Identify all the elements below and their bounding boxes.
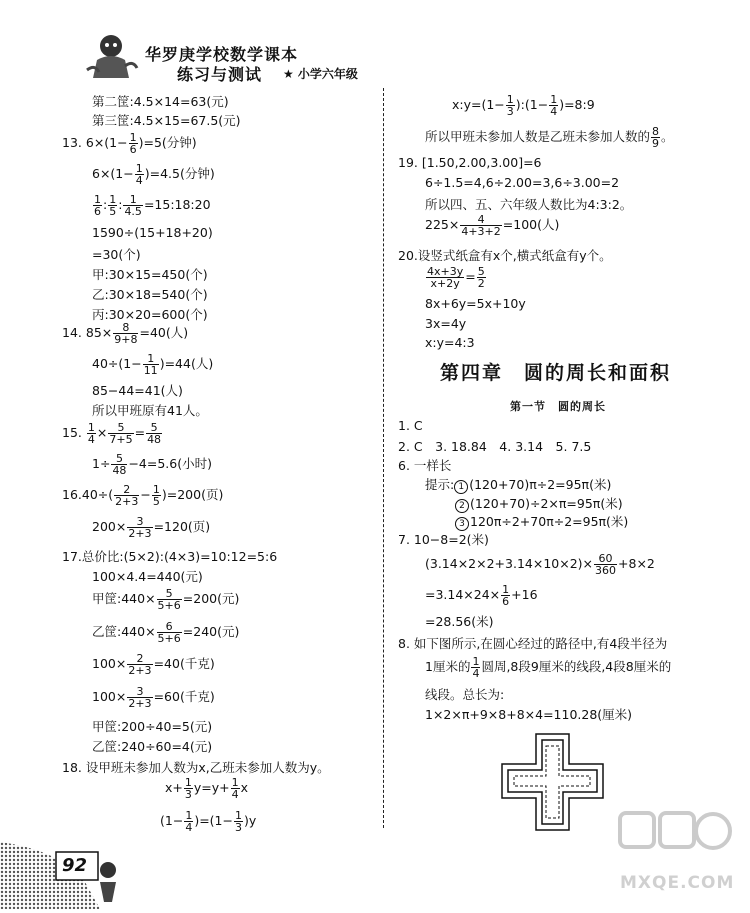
- answer-line: x:y=4:3: [425, 335, 475, 350]
- hint-line-2: 2 (120+70)÷2×π=95π(米): [455, 494, 623, 513]
- answer-line: 所以甲班原有41人。: [92, 403, 208, 418]
- mascot-logo-icon: [85, 30, 140, 80]
- circled-number: 3: [455, 517, 469, 531]
- answer-line: 所以四、五、六年级人数比为4:3:2。: [425, 197, 633, 212]
- page-number: 92: [62, 855, 88, 876]
- answer-line: 乙:30×18=540(个): [92, 287, 208, 302]
- book-subtitle: 练习与测试: [177, 65, 263, 84]
- answer-18-line-1: 18. 设甲班未参加人数为x,乙班未参加人数为y。: [62, 760, 330, 775]
- watermark: [615, 805, 735, 900]
- answer-19-line-1: 19. [1.50,2.00,3.00]=6: [398, 155, 542, 170]
- answer-20-line-2: $\frac{4x+3y}{x+2y}$ = $\frac{5}{2}$: [427, 265, 485, 290]
- answer-line: 第二筐:4.5×14=63(元): [92, 94, 229, 109]
- answer-line: 1. C: [398, 418, 423, 433]
- answer-8-line-2: 1厘米的 $\frac{1}{4}$ 圆周,8段9厘米的线段,4段8厘米的: [425, 655, 672, 680]
- answer-17-line-3: 甲筐:440× $\frac{5}{5+6}$ =200(元): [92, 587, 240, 612]
- watermark-logo-icon: [615, 805, 735, 875]
- book-title: 华罗庚学校数学课本: [145, 45, 299, 64]
- answer-17-line-4: 乙筐:440× $\frac{6}{5+6}$ =240(元): [92, 620, 240, 645]
- section-title: 第一节 圆的周长: [510, 400, 606, 413]
- answer-line: 6÷1.5=4,6÷2.00=3,6÷3.00=2: [425, 175, 620, 190]
- answer-16-line-2: 200× $\frac{3}{2+3}$ =120(页): [92, 515, 211, 540]
- answer-15-line-1: 15. $\frac{1}{4}$ × $\frac{5}{7+5}$ = $\frac{5}{48}$: [62, 421, 162, 446]
- watermark-text: MXQE.COM: [620, 873, 735, 893]
- answer-line: 甲:30×15=450(个): [92, 267, 208, 282]
- answer-7-line-3: =3.14×24× $\frac{1}{6}$ +16: [425, 583, 538, 608]
- column-divider: [383, 88, 384, 828]
- answer-line: 8x+6y=5x+10y: [425, 296, 526, 311]
- answer-line: 线段。总长为:: [425, 687, 505, 702]
- answer-7-line-2: (3.14×2×2+3.14×10×2)× $\frac{60}{360}$ +8×2: [425, 552, 655, 577]
- grade-label: ★ 小学六年级: [283, 67, 358, 81]
- answer-16-line-1: 16.40÷( $\frac{2}{2+3}$ − $\frac{1}{5}$ )=200(页): [62, 483, 224, 508]
- answer-line: 6. 一样长: [398, 458, 452, 473]
- answer-line: =28.56(米): [425, 614, 494, 629]
- answer-20-line-1: 20.设竖式纸盒有x个,横式纸盒有y个。: [398, 248, 612, 263]
- answer-line: 第三筐:4.5×15=67.5(元): [92, 113, 241, 128]
- answer-line: 85−44=41(人): [92, 383, 183, 398]
- hint-line-3: 3 120π÷2+70π÷2=95π(米): [455, 512, 628, 531]
- answer-19-line-4: 225× $\frac{4}{4+3+2}$ =100(人): [425, 213, 560, 238]
- cross-path-diagram: [500, 732, 605, 832]
- answer-17-line-5: 100× $\frac{2}{2+3}$ =40(千克): [92, 652, 215, 677]
- circled-number: 1: [454, 480, 468, 494]
- hint-line-1: 提示: 1 (120+70)π÷2=95π(米): [425, 477, 612, 492]
- answer-line: 1590÷(15+18+20): [92, 225, 213, 240]
- answer-13-line-1: 13. 6×(1− $\frac{1}{6}$ )=5(分钟): [62, 131, 197, 156]
- chapter-title: 第四章 圆的周长和面积: [440, 362, 672, 384]
- answer-line: 8. 如下图所示,在圆心经过的路径中,有4段半径为: [398, 636, 668, 651]
- answer-18-line-4: x:y=(1− $\frac{1}{3}$ ):(1− $\frac{1}{4}$ )=8:9: [452, 93, 595, 118]
- answer-line: 100×4.4=440(元): [92, 569, 203, 584]
- answer-18-line-3: (1− $\frac{1}{4}$ )=(1− $\frac{1}{3}$ )y: [160, 809, 257, 834]
- page-footer: [0, 842, 140, 909]
- answer-18-conclusion: 所以甲班未参加人数是乙班未参加人数的 $\frac{8}{9}$ 。: [425, 125, 674, 150]
- answer-line: 2. C 3. 18.84 4. 3.14 5. 7.5: [398, 439, 592, 454]
- answer-13-line-3: $\frac{1}{6}$ : $\frac{1}{5}$ : $\frac{1}{4.5}$ =15:18:20: [94, 193, 211, 218]
- answer-line: 1×2×π+9×8+8×4=110.28(厘米): [425, 707, 633, 722]
- answer-14-line-1: 14. 85× $\frac{8}{9+8}$ =40(人): [62, 321, 189, 346]
- answer-line: 7. 10−8=2(米): [398, 532, 489, 547]
- page-header: [85, 30, 505, 90]
- answer-18-line-2: x+ $\frac{1}{3}$ y=y+ $\frac{1}{4}$ x: [165, 776, 249, 801]
- answer-line: 3x=4y: [425, 316, 467, 331]
- answer-line: =30(个): [92, 247, 141, 262]
- answer-17-line-1: 17.总价比:(5×2):(4×3)=10:12=5:6: [62, 549, 278, 564]
- answer-13-line-2: 6×(1− $\frac{1}{4}$ )=4.5(分钟): [92, 162, 215, 187]
- answer-17-line-6: 100× $\frac{3}{2+3}$ =60(千克): [92, 685, 215, 710]
- answer-line: 丙:30×20=600(个): [92, 307, 208, 322]
- circled-number: 2: [455, 499, 469, 513]
- answer-14-line-2: 40÷(1− $\frac{1}{11}$ )=44(人): [92, 352, 214, 377]
- answer-line: 甲筐:200÷40=5(元): [92, 719, 213, 734]
- answer-line: 乙筐:240÷60=4(元): [92, 739, 213, 754]
- answer-15-line-2: 1÷ $\frac{5}{48}$ −4=5.6(小时): [92, 452, 212, 477]
